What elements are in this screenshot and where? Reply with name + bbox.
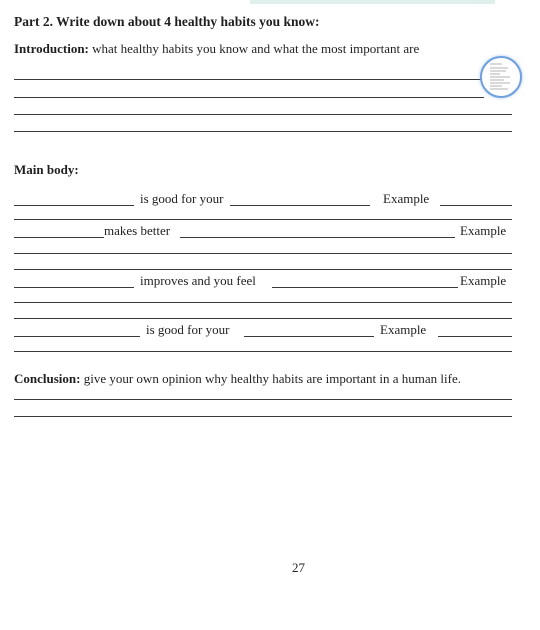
row-4-example-label: Example xyxy=(380,322,427,337)
fill-blank-line xyxy=(14,205,134,206)
writing-line xyxy=(14,416,512,417)
writing-line xyxy=(14,219,512,220)
row-3-example-label: Example xyxy=(460,273,507,288)
fill-blank-line xyxy=(14,237,104,238)
page-number: 27 xyxy=(292,560,305,575)
conclusion-instruction xyxy=(14,371,461,387)
introduction-prompt: what healthy habits you know and what the most important are xyxy=(92,41,420,56)
writing-line xyxy=(14,131,512,132)
main-body-heading: Main body: xyxy=(14,162,79,177)
row-3-text: improves and you feel xyxy=(140,273,256,288)
fill-blank-line xyxy=(272,287,458,288)
fill-blank-line xyxy=(244,336,374,337)
fill-blank-line xyxy=(14,336,140,337)
fill-blank-line xyxy=(438,336,512,337)
writing-line xyxy=(14,114,512,115)
page-title: Part 2. Write down about 4 healthy habits you know: xyxy=(14,14,320,29)
writing-line xyxy=(14,302,512,303)
floating-thumbnail-bubble[interactable] xyxy=(480,56,522,98)
row-2-example-label: Example xyxy=(460,223,507,238)
fill-blank-line xyxy=(180,237,455,238)
writing-line xyxy=(14,399,512,400)
row-2-text: makes better xyxy=(104,223,171,238)
writing-line xyxy=(14,97,484,98)
writing-line xyxy=(14,79,484,80)
introduction-instruction xyxy=(14,41,419,57)
introduction-label: Introduction: xyxy=(14,41,89,56)
writing-line xyxy=(14,351,512,352)
writing-line xyxy=(14,253,512,254)
fill-blank-line xyxy=(14,287,134,288)
row-1-example-label: Example xyxy=(383,191,430,206)
fill-blank-line xyxy=(230,205,370,206)
writing-line xyxy=(14,318,512,319)
row-4-text: is good for your xyxy=(146,322,230,337)
conclusion-label: Conclusion: xyxy=(14,371,81,386)
writing-line xyxy=(14,269,512,270)
fill-blank-line xyxy=(440,205,512,206)
top-border-strip xyxy=(250,0,495,4)
document-thumbnail-icon xyxy=(482,58,520,96)
conclusion-prompt: give your own opinion why healthy habits are important in a human life. xyxy=(83,371,461,386)
row-1-text: is good for your xyxy=(140,191,224,206)
